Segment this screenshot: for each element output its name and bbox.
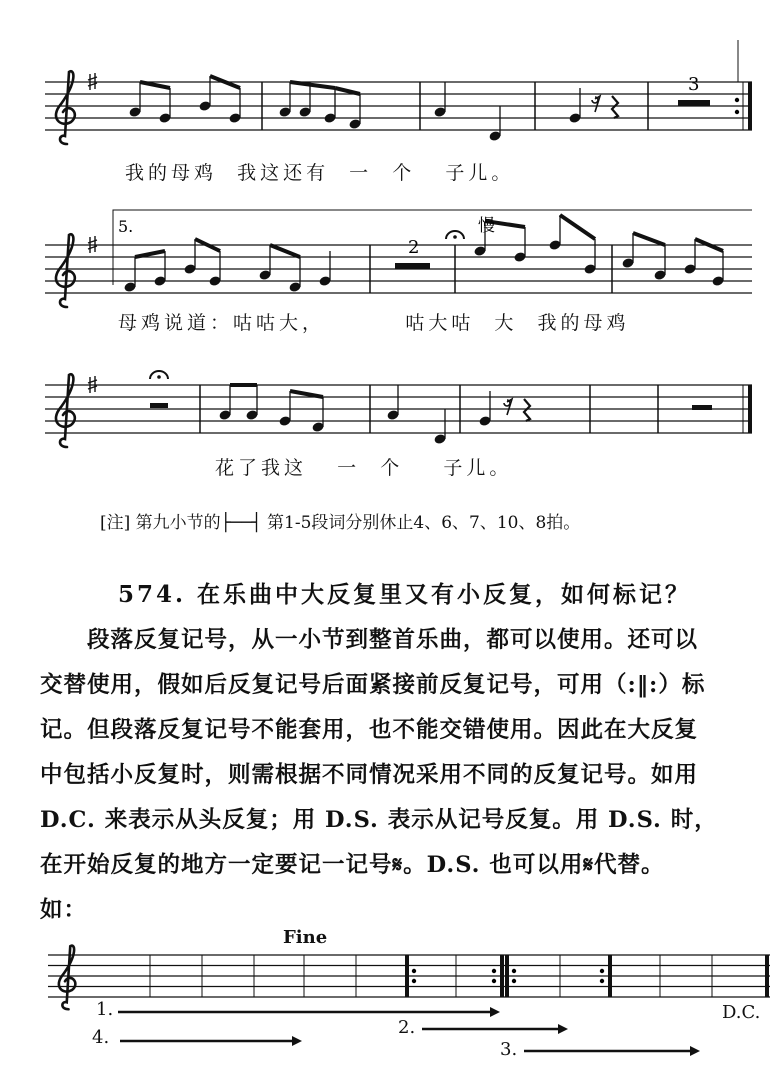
paragraph-line: 交替使用，假如后反复记号后面紧接前反复记号，可用（:‖:）标: [40, 672, 706, 698]
paragraph-line: 中包括小反复时，则需根据不同情况采用不同的反复记号。如用: [40, 762, 699, 788]
repeat-dot: [512, 969, 516, 973]
section-paragraph: [40, 618, 755, 933]
music-staff-1: [0, 40, 775, 160]
arrow-head-icon: [690, 1046, 700, 1056]
note-beam: [335, 88, 360, 94]
eighth-rest-icon: [504, 399, 512, 415]
repeat-dot: [492, 979, 496, 983]
repeat-dot: [492, 969, 496, 973]
whole-rest: [150, 403, 168, 408]
multi-measure-rest: [678, 100, 710, 106]
repeat-dot: [735, 98, 739, 102]
quarter-rest-icon: [612, 96, 618, 118]
paragraph-line: 如：: [40, 897, 88, 923]
footnote: [注] 第九小节的├──┤ 第1-5段词分别休止4、6、7、10、8拍。: [100, 513, 581, 533]
tempo-marking: 慢: [478, 216, 495, 236]
repeat-dot: [412, 969, 416, 973]
music-staff-3: [0, 350, 775, 460]
tuplet-number: 3: [688, 74, 700, 95]
quarter-rest-icon: [524, 399, 530, 421]
repeat-dot: [735, 110, 739, 114]
repeat-example-staff: [0, 920, 775, 1070]
paragraph-line: 段落反复记号，从一小节到整首乐曲，都可以使用。还可以: [40, 627, 699, 653]
repeat-dot: [512, 979, 516, 983]
music-staff-2: [0, 205, 775, 315]
note-beam: [140, 82, 170, 88]
thick-barline: [608, 955, 612, 997]
arrow-label-1: 1.: [96, 999, 114, 1020]
paragraph-line: 在开始反复的地方一定要记一记号𝄋。D.S. 也可以用𝄋代替。: [40, 852, 665, 878]
lyrics-line-1: 我的母鸡 我这还有 一 个 子儿。: [125, 162, 515, 184]
thick-barline: [500, 955, 504, 997]
arrow-label-3: 3.: [500, 1039, 518, 1060]
repeat-dot: [600, 979, 604, 983]
section-heading: 574. 在乐曲中大反复里又有小反复，如何标记？: [118, 581, 692, 608]
note-beam: [290, 391, 323, 397]
dc-label: D.C.: [722, 1002, 761, 1023]
note-beam: [633, 233, 665, 245]
eighth-rest-icon: [592, 96, 600, 112]
paragraph-line: 记。但段落反复记号不能套用，也不能交错使用。因此在大反复: [40, 717, 699, 743]
repeat-dot: [412, 979, 416, 983]
fermata-dot: [453, 235, 457, 239]
note-beam: [290, 82, 335, 88]
final-barline: [748, 82, 752, 130]
lyrics-line-3: 花了我这 一 个 子儿。: [215, 457, 513, 479]
volta-number: 5.: [118, 217, 134, 236]
note-beam: [135, 251, 165, 257]
final-barline: [765, 955, 769, 997]
whole-rest: [692, 405, 712, 410]
fermata-dot: [157, 375, 161, 379]
note-beam: [560, 215, 595, 239]
final-barline: [748, 385, 752, 433]
arrow-label-4: 4.: [92, 1027, 110, 1048]
lyrics-line-2: 母鸡说道：咕咕大， 咕大咕 大 我的母鸡: [118, 312, 630, 334]
rest-count: 2: [408, 237, 420, 258]
arrow-head-icon: [490, 1007, 500, 1017]
arrow-head-icon: [292, 1036, 302, 1046]
thick-barline: [405, 955, 409, 997]
paragraph-line: D.C. 来表示从头反复；用 D.S. 表示从记号反复。用 D.S. 时，: [40, 807, 718, 833]
arrow-head-icon: [558, 1024, 568, 1034]
multi-measure-rest: [395, 263, 430, 269]
note-beam: [270, 245, 300, 257]
fine-label: Fine: [283, 927, 328, 948]
repeat-dot: [600, 969, 604, 973]
thick-barline: [505, 955, 509, 997]
arrow-label-2: 2.: [398, 1017, 416, 1038]
